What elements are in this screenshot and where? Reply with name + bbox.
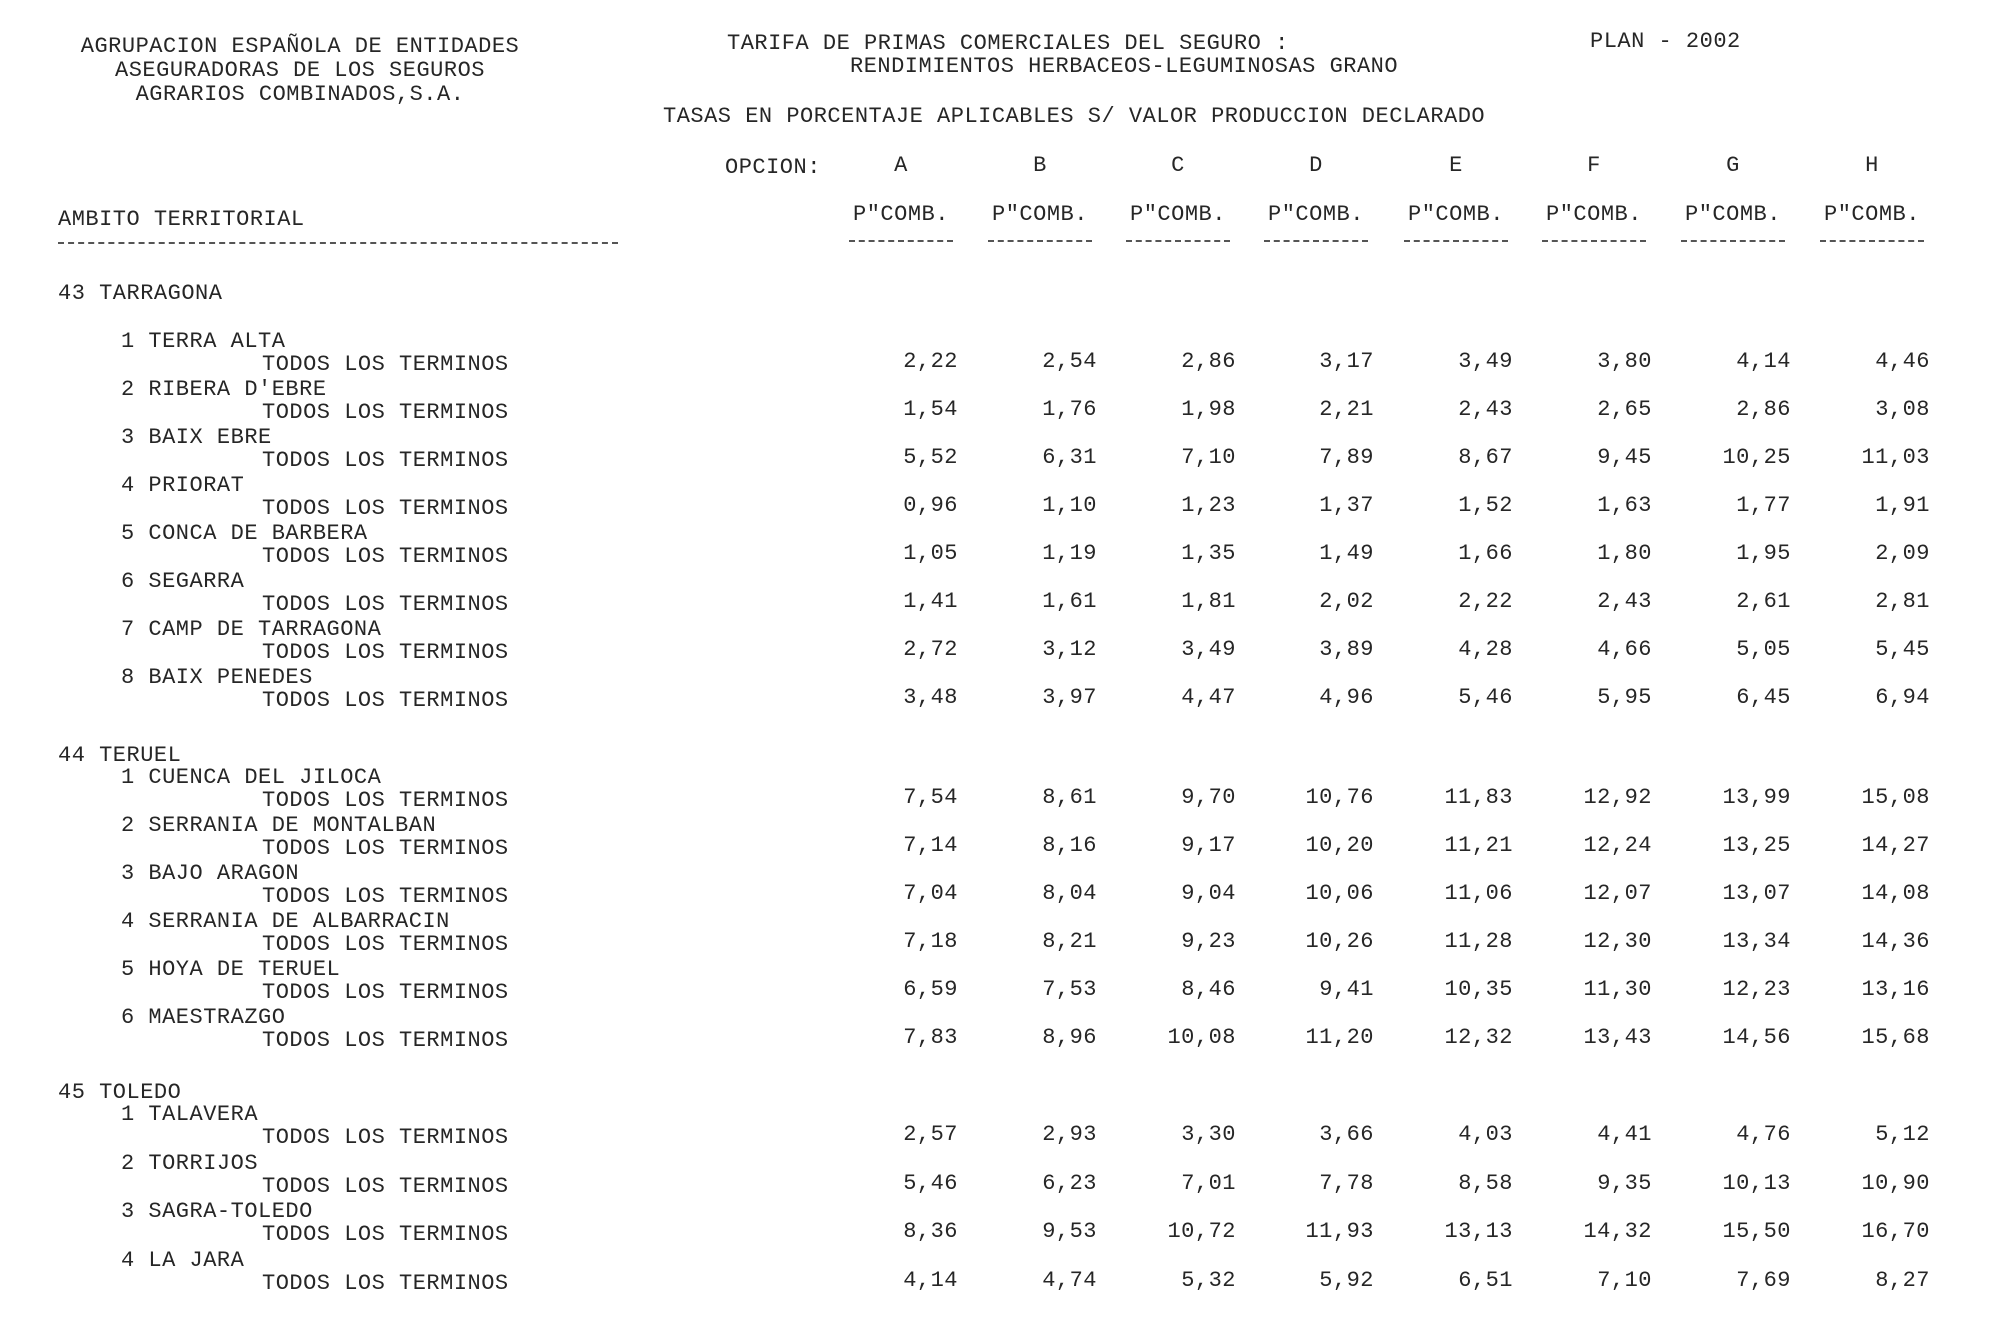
rate-cell-g: 13,99: [1722, 785, 1791, 810]
column-header-pcomb: P"COMB.: [1268, 202, 1364, 227]
rate-cell-g: 2,86: [1736, 397, 1791, 422]
rate-cell-f: 9,35: [1597, 1170, 1652, 1196]
region-name: 1 CUENCA DEL JILOCA: [121, 765, 382, 790]
rate-cell-a: 6,59: [903, 977, 958, 1002]
rate-cell-c: 1,35: [1181, 541, 1236, 566]
rate-cell-f: 13,43: [1583, 1025, 1652, 1050]
rate-cell-h: 14,27: [1861, 833, 1930, 858]
rate-cell-h: 4,46: [1875, 349, 1930, 374]
rate-cell-h: 3,08: [1875, 397, 1930, 422]
rate-cell-c: 3,30: [1181, 1122, 1236, 1147]
rate-cell-f: 3,80: [1597, 349, 1652, 374]
rate-cell-a: 7,14: [903, 833, 958, 858]
terms-label: TODOS LOS TERMINOS: [262, 884, 509, 909]
rate-cell-f: 11,30: [1583, 977, 1652, 1002]
terms-label: TODOS LOS TERMINOS: [262, 496, 509, 521]
rate-cell-h: 8,27: [1875, 1267, 1930, 1293]
rate-cell-a: 1,05: [903, 541, 958, 566]
rate-cell-a: 2,22: [903, 349, 958, 374]
rate-cell-g: 2,61: [1736, 589, 1791, 614]
rate-cell-a: 1,54: [903, 397, 958, 422]
rate-cell-e: 6,51: [1458, 1267, 1513, 1293]
org-name-line-3: AGRARIOS COMBINADOS,S.A.: [135, 82, 465, 107]
rate-cell-g: 13,34: [1722, 929, 1791, 954]
rate-cell-d: 1,49: [1319, 541, 1374, 566]
rate-cell-f: 4,66: [1597, 637, 1652, 662]
rate-cell-e: 11,83: [1444, 785, 1513, 810]
rate-cell-a: 2,57: [903, 1122, 958, 1147]
rate-cell-f: 2,43: [1597, 589, 1652, 614]
document-subtitle: TASAS EN PORCENTAJE APLICABLES S/ VALOR PRODUCCION DECLARADO: [663, 104, 1486, 129]
option-letter-e: E: [1449, 153, 1463, 178]
rate-cell-d: 4,96: [1319, 685, 1374, 710]
rate-cell-b: 2,54: [1042, 349, 1097, 374]
rate-cell-f: 9,45: [1597, 445, 1652, 470]
rate-cell-c: 2,86: [1181, 349, 1236, 374]
rate-cell-h: 5,45: [1875, 637, 1930, 662]
rate-cell-h: 16,70: [1861, 1219, 1930, 1244]
option-letter-c: C: [1171, 153, 1185, 178]
rate-cell-h: 10,90: [1861, 1170, 1930, 1196]
rate-cell-g: 12,23: [1722, 977, 1791, 1002]
option-letter-b: B: [1033, 153, 1047, 178]
rate-cell-f: 4,41: [1597, 1122, 1652, 1147]
rate-cell-d: 2,02: [1319, 589, 1374, 614]
rate-cell-c: 4,47: [1181, 685, 1236, 710]
province-title: 44 TERUEL: [58, 743, 182, 768]
rate-cell-b: 2,93: [1042, 1122, 1097, 1147]
rate-cell-e: 4,03: [1458, 1122, 1513, 1147]
rate-cell-b: 4,74: [1042, 1267, 1097, 1293]
rate-cell-f: 2,65: [1597, 397, 1652, 422]
terms-label: TODOS LOS TERMINOS: [262, 932, 509, 957]
rate-cell-e: 4,28: [1458, 637, 1513, 662]
region-name: 1 TERRA ALTA: [121, 329, 286, 354]
rate-cell-d: 3,17: [1319, 349, 1374, 374]
rate-cell-c: 9,70: [1181, 785, 1236, 810]
rate-cell-c: 9,23: [1181, 929, 1236, 954]
rate-cell-a: 7,54: [903, 785, 958, 810]
column-header-pcomb: P"COMB.: [1408, 202, 1504, 227]
rate-cell-a: 5,46: [903, 1170, 958, 1196]
rate-cell-c: 7,01: [1181, 1170, 1236, 1196]
rate-cell-c: 10,72: [1167, 1219, 1236, 1244]
option-letter-d: D: [1309, 153, 1323, 178]
rate-cell-d: 10,26: [1305, 929, 1374, 954]
rate-cell-c: 10,08: [1167, 1025, 1236, 1050]
region-name: 4 SERRANIA DE ALBARRACIN: [121, 909, 450, 934]
rate-cell-g: 10,25: [1722, 445, 1791, 470]
rate-cell-a: 7,83: [903, 1025, 958, 1050]
rate-cell-b: 8,16: [1042, 833, 1097, 858]
rate-cell-a: 8,36: [903, 1219, 958, 1244]
rate-cell-e: 2,22: [1458, 589, 1513, 614]
rate-cell-e: 11,28: [1444, 929, 1513, 954]
rate-cell-c: 1,98: [1181, 397, 1236, 422]
rate-cell-c: 9,17: [1181, 833, 1236, 858]
rate-cell-h: 1,91: [1875, 493, 1930, 518]
ambito-underline: [58, 242, 618, 244]
option-letter-h: H: [1865, 153, 1879, 178]
column-underline: [1404, 240, 1508, 242]
rate-cell-b: 9,53: [1042, 1219, 1097, 1244]
region-name: 3 BAJO ARAGON: [121, 861, 300, 886]
terms-label: TODOS LOS TERMINOS: [262, 1125, 509, 1150]
rate-cell-e: 2,43: [1458, 397, 1513, 422]
rate-cell-c: 5,32: [1181, 1267, 1236, 1293]
rate-cell-g: 1,77: [1736, 493, 1791, 518]
region-name: 1 TALAVERA: [121, 1102, 259, 1127]
org-name-line-2: ASEGURADORAS DE LOS SEGUROS: [115, 58, 485, 83]
terms-label: TODOS LOS TERMINOS: [262, 1028, 509, 1053]
rate-cell-e: 13,13: [1444, 1219, 1513, 1244]
rate-cell-d: 10,76: [1305, 785, 1374, 810]
rate-cell-g: 1,95: [1736, 541, 1791, 566]
rate-cell-e: 11,06: [1444, 881, 1513, 906]
terms-label: TODOS LOS TERMINOS: [262, 980, 509, 1005]
column-underline: [1264, 240, 1368, 242]
rate-cell-h: 15,08: [1861, 785, 1930, 810]
rate-cell-d: 11,20: [1305, 1025, 1374, 1050]
rate-cell-d: 3,89: [1319, 637, 1374, 662]
region-name: 5 HOYA DE TERUEL: [121, 957, 341, 982]
terms-label: TODOS LOS TERMINOS: [262, 544, 509, 569]
rate-cell-b: 1,10: [1042, 493, 1097, 518]
rate-cell-h: 11,03: [1861, 445, 1930, 470]
terms-label: TODOS LOS TERMINOS: [262, 1173, 509, 1199]
rate-cell-a: 3,48: [903, 685, 958, 710]
region-name: 6 SEGARRA: [121, 569, 245, 594]
document-title-line-1: TARIFA DE PRIMAS COMERCIALES DEL SEGURO :: [727, 31, 1289, 56]
rate-cell-e: 5,46: [1458, 685, 1513, 710]
rate-cell-h: 14,08: [1861, 881, 1930, 906]
terms-label: TODOS LOS TERMINOS: [262, 352, 509, 377]
rate-cell-d: 10,06: [1305, 881, 1374, 906]
rate-cell-a: 4,14: [903, 1267, 958, 1293]
rate-cell-c: 1,81: [1181, 589, 1236, 614]
column-header-pcomb: P"COMB.: [992, 202, 1088, 227]
option-letter-g: G: [1726, 153, 1740, 178]
rate-cell-g: 13,25: [1722, 833, 1791, 858]
rate-cell-d: 7,89: [1319, 445, 1374, 470]
terms-label: TODOS LOS TERMINOS: [262, 688, 509, 713]
column-header-pcomb: P"COMB.: [1130, 202, 1226, 227]
column-underline: [988, 240, 1092, 242]
region-name: 6 MAESTRAZGO: [121, 1005, 286, 1030]
rate-cell-f: 12,07: [1583, 881, 1652, 906]
rate-cell-g: 14,56: [1722, 1025, 1791, 1050]
region-name: 4 PRIORAT: [121, 473, 245, 498]
terms-label: TODOS LOS TERMINOS: [262, 640, 509, 665]
rate-cell-c: 8,46: [1181, 977, 1236, 1002]
rate-cell-e: 12,32: [1444, 1025, 1513, 1050]
rate-cell-b: 8,04: [1042, 881, 1097, 906]
province-title: 45 TOLEDO: [58, 1080, 182, 1105]
rate-cell-f: 12,92: [1583, 785, 1652, 810]
rate-cell-h: 5,12: [1875, 1122, 1930, 1147]
rate-cell-b: 1,61: [1042, 589, 1097, 614]
rate-cell-f: 14,32: [1583, 1219, 1652, 1244]
rate-cell-f: 7,10: [1597, 1267, 1652, 1293]
rate-cell-f: 1,63: [1597, 493, 1652, 518]
terms-label: TODOS LOS TERMINOS: [262, 592, 509, 617]
column-underline: [1126, 240, 1230, 242]
option-letter-a: A: [894, 153, 908, 178]
rate-cell-b: 8,96: [1042, 1025, 1097, 1050]
rate-cell-a: 0,96: [903, 493, 958, 518]
ambito-territorial-header: AMBITO TERRITORIAL: [58, 207, 305, 232]
rate-cell-g: 15,50: [1722, 1219, 1791, 1244]
region-name: 8 BAIX PENEDES: [121, 665, 313, 690]
province-title: 43 TARRAGONA: [58, 281, 223, 306]
rate-cell-d: 3,66: [1319, 1122, 1374, 1147]
column-underline: [1820, 240, 1924, 242]
org-name-line-1: AGRUPACION ESPAÑOLA DE ENTIDADES: [80, 34, 520, 59]
rate-cell-f: 5,95: [1597, 685, 1652, 710]
rate-cell-d: 5,92: [1319, 1267, 1374, 1293]
plan-label: PLAN - 2002: [1590, 29, 1741, 54]
rate-cell-h: 13,16: [1861, 977, 1930, 1002]
column-header-pcomb: P"COMB.: [853, 202, 949, 227]
rate-cell-a: 7,04: [903, 881, 958, 906]
rate-cell-d: 1,37: [1319, 493, 1374, 518]
rate-cell-e: 11,21: [1444, 833, 1513, 858]
rate-cell-d: 11,93: [1305, 1219, 1374, 1244]
column-underline: [849, 240, 953, 242]
region-name: 2 SERRANIA DE MONTALBAN: [121, 813, 437, 838]
rate-cell-g: 7,69: [1736, 1267, 1791, 1293]
rate-cell-b: 1,76: [1042, 397, 1097, 422]
region-name: 7 CAMP DE TARRAGONA: [121, 617, 382, 642]
column-header-pcomb: P"COMB.: [1824, 202, 1920, 227]
region-name: 5 CONCA DE BARBERA: [121, 521, 368, 546]
rate-cell-g: 13,07: [1722, 881, 1791, 906]
rate-cell-c: 3,49: [1181, 637, 1236, 662]
rate-cell-b: 1,19: [1042, 541, 1097, 566]
rate-cell-e: 8,67: [1458, 445, 1513, 470]
rate-cell-e: 1,66: [1458, 541, 1513, 566]
region-name: 2 TORRIJOS: [121, 1150, 259, 1176]
region-name: 4 LA JARA: [121, 1247, 245, 1273]
region-name: 2 RIBERA D'EBRE: [121, 377, 327, 402]
rate-cell-c: 7,10: [1181, 445, 1236, 470]
terms-label: TODOS LOS TERMINOS: [262, 448, 509, 473]
document-title-line-2: RENDIMIENTOS HERBACEOS-LEGUMINOSAS GRANO: [850, 54, 1399, 79]
rate-cell-e: 3,49: [1458, 349, 1513, 374]
rate-cell-d: 2,21: [1319, 397, 1374, 422]
rate-cell-b: 8,21: [1042, 929, 1097, 954]
rate-cell-b: 3,97: [1042, 685, 1097, 710]
rate-cell-a: 1,41: [903, 589, 958, 614]
rate-cell-h: 2,81: [1875, 589, 1930, 614]
rate-cell-b: 3,12: [1042, 637, 1097, 662]
terms-label: TODOS LOS TERMINOS: [262, 836, 509, 861]
rate-cell-a: 5,52: [903, 445, 958, 470]
rate-cell-g: 4,76: [1736, 1122, 1791, 1147]
rate-cell-b: 6,23: [1042, 1170, 1097, 1196]
rate-cell-g: 10,13: [1722, 1170, 1791, 1196]
rate-cell-h: 2,09: [1875, 541, 1930, 566]
terms-label: TODOS LOS TERMINOS: [262, 788, 509, 813]
rate-cell-b: 7,53: [1042, 977, 1097, 1002]
terms-label: TODOS LOS TERMINOS: [262, 400, 509, 425]
rate-cell-f: 12,24: [1583, 833, 1652, 858]
rate-cell-g: 5,05: [1736, 637, 1791, 662]
rate-cell-c: 1,23: [1181, 493, 1236, 518]
column-underline: [1542, 240, 1646, 242]
terms-label: TODOS LOS TERMINOS: [262, 1270, 509, 1296]
rate-cell-e: 10,35: [1444, 977, 1513, 1002]
rate-cell-g: 6,45: [1736, 685, 1791, 710]
option-letter-f: F: [1587, 153, 1601, 178]
column-header-pcomb: P"COMB.: [1546, 202, 1642, 227]
rate-cell-f: 12,30: [1583, 929, 1652, 954]
rate-cell-h: 14,36: [1861, 929, 1930, 954]
rate-cell-d: 9,41: [1319, 977, 1374, 1002]
rate-cell-f: 1,80: [1597, 541, 1652, 566]
rate-cell-d: 10,20: [1305, 833, 1374, 858]
rate-cell-a: 7,18: [903, 929, 958, 954]
rate-cell-h: 6,94: [1875, 685, 1930, 710]
column-underline: [1681, 240, 1785, 242]
rate-cell-e: 1,52: [1458, 493, 1513, 518]
terms-label: TODOS LOS TERMINOS: [262, 1222, 509, 1247]
opcion-label: OPCION:: [725, 155, 821, 180]
rate-cell-h: 15,68: [1861, 1025, 1930, 1050]
column-header-pcomb: P"COMB.: [1685, 202, 1781, 227]
region-name: 3 BAIX EBRE: [121, 425, 272, 450]
rate-cell-b: 8,61: [1042, 785, 1097, 810]
rate-cell-g: 4,14: [1736, 349, 1791, 374]
rate-cell-e: 8,58: [1458, 1170, 1513, 1196]
region-name: 3 SAGRA-TOLEDO: [121, 1199, 313, 1224]
rate-cell-b: 6,31: [1042, 445, 1097, 470]
rate-cell-c: 9,04: [1181, 881, 1236, 906]
rate-cell-d: 7,78: [1319, 1170, 1374, 1196]
rate-cell-a: 2,72: [903, 637, 958, 662]
